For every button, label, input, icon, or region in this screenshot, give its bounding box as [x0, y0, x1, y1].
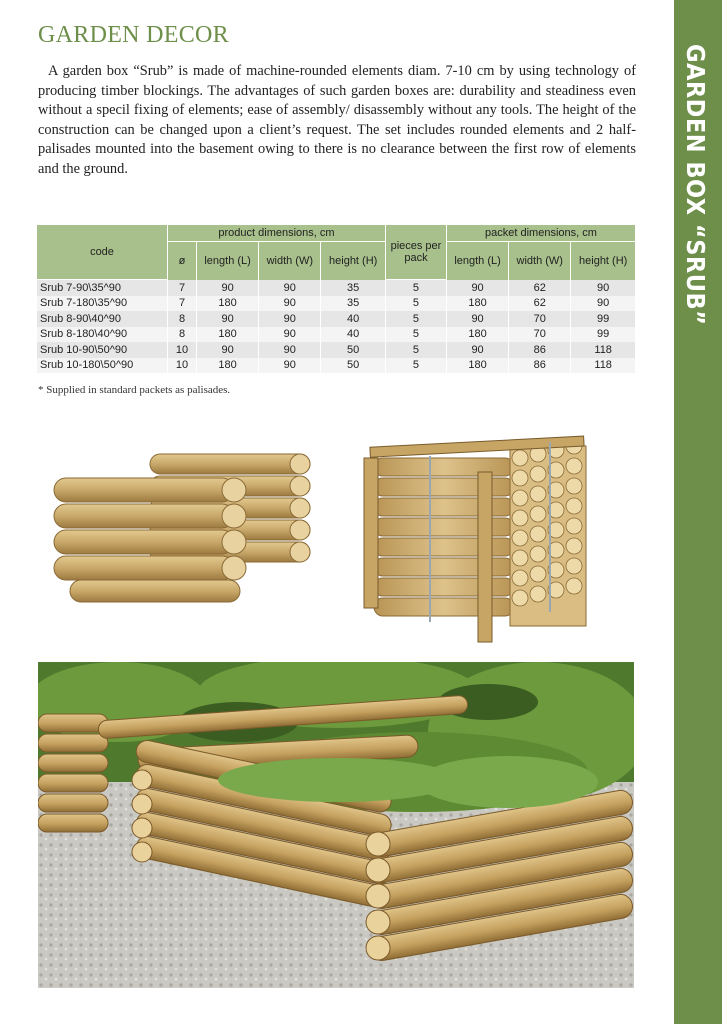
cell-pieces: 5	[386, 358, 446, 374]
cell-diameter: 8	[168, 327, 196, 343]
page-title: GARDEN DECOR	[38, 22, 229, 48]
cell-code: Srub 7-180\35^90	[37, 296, 167, 312]
header-width: width (W)	[259, 242, 320, 280]
cell-packet-length: 90	[447, 311, 508, 327]
cell-pieces: 5	[386, 280, 446, 296]
cell-code: Srub 8-180\40^90	[37, 327, 167, 343]
cell-packet-width: 62	[509, 296, 570, 312]
cell-packet-height: 118	[571, 358, 635, 374]
header-packet-dimensions: packet dimensions, cm	[447, 225, 635, 242]
table-row	[37, 311, 635, 327]
cell-packet-width: 86	[509, 358, 570, 374]
header-packet-width: width (W)	[509, 242, 570, 280]
cell-diameter: 10	[168, 342, 196, 358]
cell-packet-height: 118	[571, 342, 635, 358]
cell-length: 90	[197, 280, 258, 296]
cell-diameter: 8	[168, 311, 196, 327]
cell-code: Srub 7-90\35^90	[37, 280, 167, 296]
header-packet-length: length (L)	[447, 242, 508, 280]
cell-packet-height: 99	[571, 311, 635, 327]
cell-packet-width: 86	[509, 342, 570, 358]
cell-length: 90	[197, 342, 258, 358]
cell-height: 35	[321, 280, 385, 296]
sidebar	[674, 0, 722, 1024]
cell-width: 90	[259, 358, 320, 374]
table-row	[37, 280, 635, 296]
table-row	[37, 296, 635, 312]
specs-table	[36, 225, 636, 373]
cell-diameter: 7	[168, 296, 196, 312]
cell-packet-width: 70	[509, 311, 570, 327]
log-packet-photo	[360, 432, 592, 644]
cell-height: 50	[321, 358, 385, 374]
header-code: code	[37, 225, 167, 280]
table-row	[37, 342, 635, 358]
cell-code: Srub 10-180\50^90	[37, 358, 167, 374]
cell-packet-length: 180	[447, 358, 508, 374]
cell-length: 180	[197, 296, 258, 312]
cell-width: 90	[259, 296, 320, 312]
cell-packet-width: 70	[509, 327, 570, 343]
table-row	[37, 327, 635, 343]
intro-paragraph: A garden box “Srub” is made of machine-rounded elements diam. 7-10 cm by using technology of producing timber blockings. The advantages of such garden boxes are: durability and steadiness even without a specil fixing of elements; ease of assembly/ disassembly without any tools. The height of the construction can be changed upon a client’s request. The set includes rounded elements and 2 half-palisades mounted into the basement owing to there is no clearance between the first row of elements and the ground.	[38, 63, 636, 177]
cell-packet-length: 90	[447, 342, 508, 358]
log-garden-box-photo	[50, 448, 316, 618]
cell-packet-height: 90	[571, 280, 635, 296]
header-length: length (L)	[197, 242, 258, 280]
cell-pieces: 5	[386, 311, 446, 327]
header-diameter: ø	[168, 242, 196, 280]
cell-pieces: 5	[386, 342, 446, 358]
cell-height: 50	[321, 342, 385, 358]
cell-width: 90	[259, 327, 320, 343]
sidebar-title: GARDEN BOX “SRUB”	[681, 44, 710, 326]
cell-height: 40	[321, 327, 385, 343]
cell-height: 40	[321, 311, 385, 327]
cell-packet-width: 62	[509, 280, 570, 296]
cell-code: Srub 10-90\50^90	[37, 342, 167, 358]
cell-packet-length: 180	[447, 327, 508, 343]
header-product-dimensions: product dimensions, cm	[168, 225, 385, 242]
table-row	[37, 358, 635, 374]
cell-width: 90	[259, 280, 320, 296]
cell-packet-length: 90	[447, 280, 508, 296]
cell-packet-height: 99	[571, 327, 635, 343]
cell-length: 90	[197, 311, 258, 327]
header-pieces: pieces per pack	[386, 225, 446, 280]
cell-diameter: 7	[168, 280, 196, 296]
cell-pieces: 5	[386, 296, 446, 312]
header-packet-height: height (H)	[571, 242, 635, 280]
cell-width: 90	[259, 342, 320, 358]
cell-height: 35	[321, 296, 385, 312]
cell-packet-height: 90	[571, 296, 635, 312]
cell-length: 180	[197, 327, 258, 343]
raised-bed-garden-photo	[38, 662, 634, 988]
header-height: height (H)	[321, 242, 385, 280]
cell-code: Srub 8-90\40^90	[37, 311, 167, 327]
cell-packet-length: 180	[447, 296, 508, 312]
footnote: * Supplied in standard packets as palisades.	[38, 384, 231, 396]
cell-length: 180	[197, 358, 258, 374]
cell-pieces: 5	[386, 327, 446, 343]
cell-width: 90	[259, 311, 320, 327]
cell-diameter: 10	[168, 358, 196, 374]
